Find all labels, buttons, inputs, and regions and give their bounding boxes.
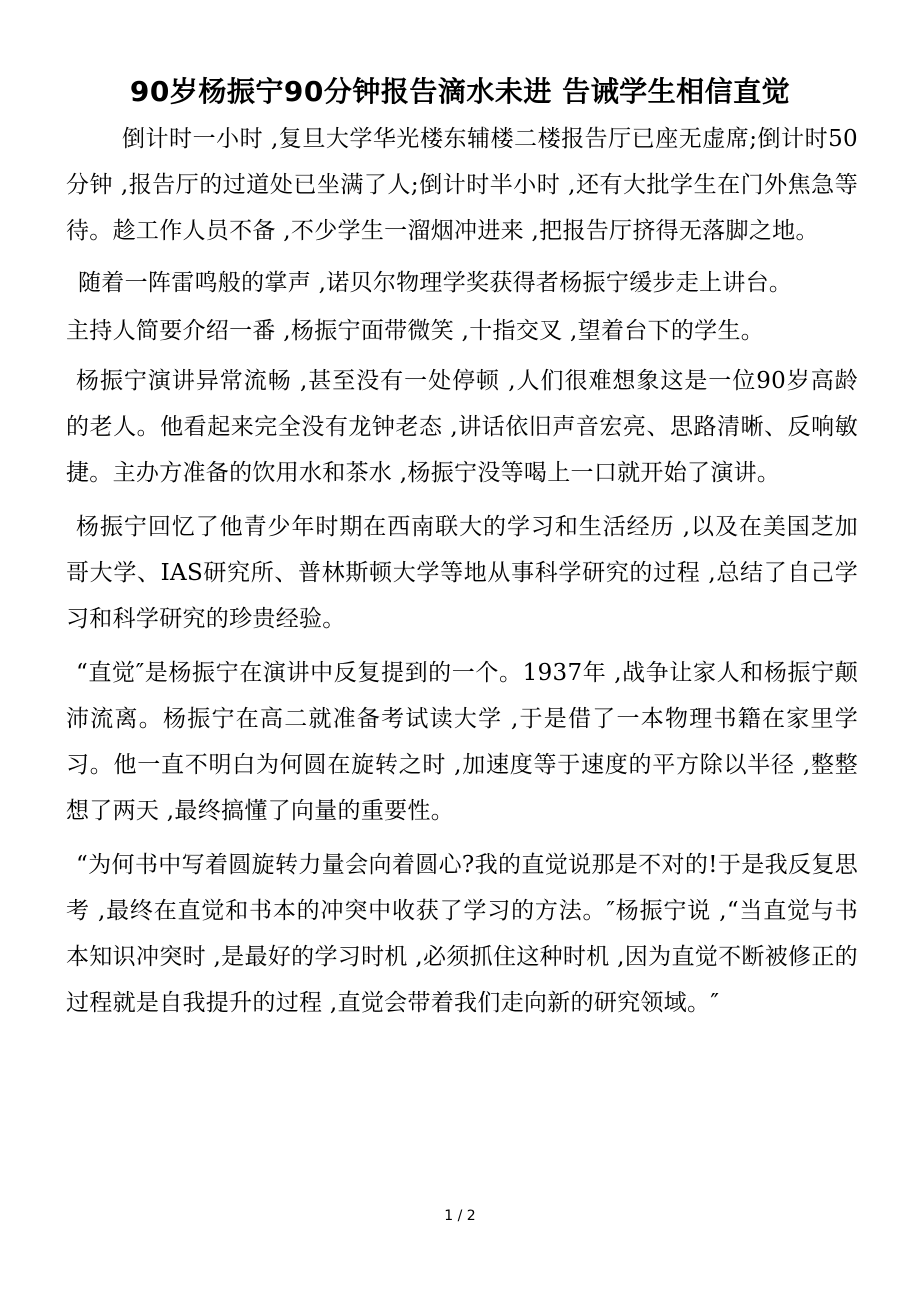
document-title: 90岁杨振宁90分钟报告滴水未进 告诫学生相信直觉 (129, 75, 791, 108)
paragraph-intuition: “直觉″是杨振宁在演讲中反复提到的一个。1937年 ,战争让家人和杨振宁颠沛流离。杨振宁在高二就准备考试读大学 ,于是借了一本物理书籍在家里学习。他一直不明白为何圆在旋转之时 ,加速度等于速度的平方除以半径 ,整整想了两天 ,最终搞懂了向量的重要性。 (66, 660, 858, 824)
document-body (66, 116, 858, 1026)
paragraph-speech-fluency: 杨振宁演讲异常流畅 ,甚至没有一处停顿 ,人们很难想象这是一位90岁高龄的老人。他看起来完全没有龙钟老态 ,讲话依旧声音宏亮、思路清晰、反响敏捷。主办方准备的饮用水和茶水 ,杨振宁没等喝上一口就开始了演讲。 (66, 368, 858, 486)
paragraph-recollection: 杨振宁回忆了他青少年时期在西南联大的学习和生活经历 ,以及在美国芝加哥大学、IAS研究所、普林斯顿大学等地从事科学研究的过程 ,总结了自己学习和科学研究的珍贵经验。 (66, 514, 858, 632)
paragraph-countdown: 倒计时一小时 ,复旦大学华光楼东辅楼二楼报告厅已座无虚席;倒计时50分钟 ,报告厅的过道处已坐满了人;倒计时半小时 ,还有大批学生在门外焦急等待。趁工作人员不备 ,不少学生一溜烟冲进来 ,把报告厅挤得无落脚之地。 (66, 126, 858, 244)
paragraph-host-intro: 主持人简要介绍一番 ,杨振宁面带微笑 ,十指交叉 ,望着台下的学生。 (66, 318, 765, 344)
paragraph-quote: “为何书中写着圆旋转力量会向着圆心?我的直觉说那是不对的!于是我反复思考 ,最终在直觉和书本的冲突中收获了学习的方法。″杨振宁说 ,“当直觉与书本知识冲突时 ,是最好的学习时机 ,必须抓住这种时机 ,因为直觉不断被修正的过程就是自我提升的过程 ,直觉会带着我们走向新的研究领域。″ (66, 852, 858, 1016)
page-number: 1 / 2 (444, 1208, 476, 1224)
paragraph-applause: 随着一阵雷鸣般的掌声 ,诺贝尔物理学奖获得者杨振宁缓步走上讲台。 (78, 270, 793, 296)
